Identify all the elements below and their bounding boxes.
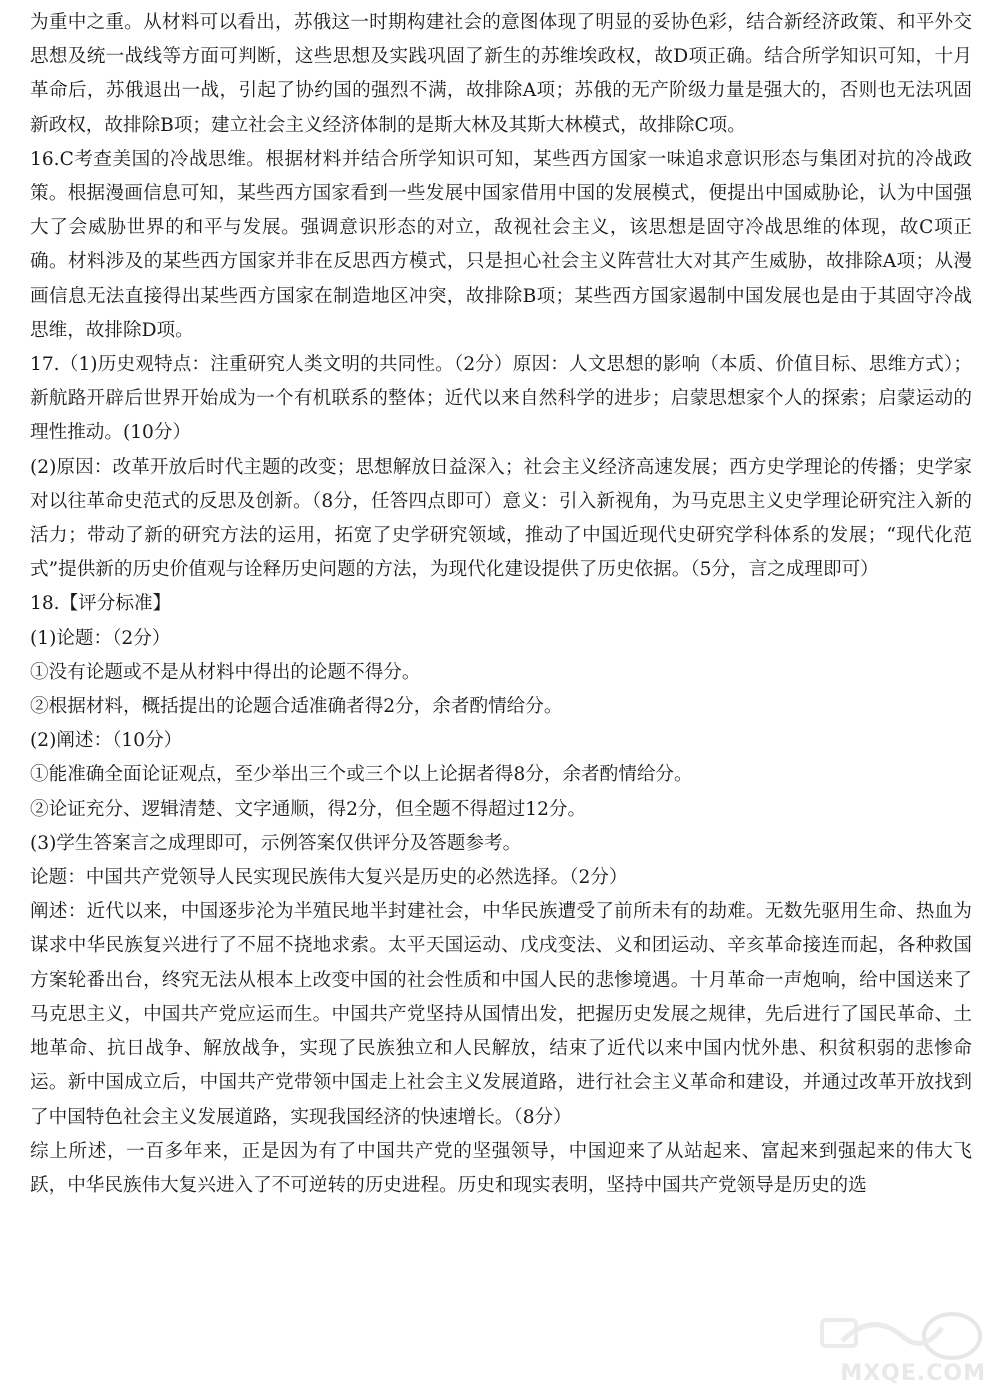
thesis-line: 论题：中国共产党领导人民实现民族伟大复兴是历史的必然选择。（2分） xyxy=(30,867,628,889)
paragraph-18-heading: 18.【评分标准】 xyxy=(30,593,172,615)
paragraph-18-2-b: ②论证充分、逻辑清楚、文字通顺，得2分，但全题不得超过12分。 xyxy=(30,798,587,820)
paragraph-17-2: (2)原因：改革开放后时代主题的改变；思想解放日益深入；社会主义经济高速发展；西方史学理论的传播；史学家对以往革命史范式的反思及创新。（8分，任答四点即可）意义：引入新视角，为马克思主义史学理论研究注入新的活力；带动了新的研究方法的运用，拓宽了史学研究领域，推动了中国近现代史研究学科体系的发展；“现代化范式”提供新的历史价值观与诠释历史问题的方法，为现代化建设提供了历史依据。（5分，言之成理即可） xyxy=(30,456,972,581)
paragraph-16: 16.C考查美国的冷战思维。根据材料并结合所学知识可知，某些西方国家一味追求意识形态与集团对抗的冷战政策。根据漫画信息可知，某些西方国家看到一些发展中国家借用中国的发展模式，便提出中国威胁论，认为中国强大了会威胁世界的和平与发展。强调意识形态的对立，敌视社会主义，该思想是固守冷战思维的体现，故C项正确。材料涉及的某些西方国家并非在反思西方模式，只是担心社会主义阵营壮大对其产生威胁，故排除A项；从漫画信息无法直接得出某些西方国家在制造地区冲突，故排除B项；某些西方国家遏制中国发展也是由于其固守冷战思维，故排除D项。 xyxy=(30,148,972,341)
paragraph-18-1-b: ②根据材料，概括提出的论题合适准确者得2分，余者酌情给分。 xyxy=(30,696,563,718)
paragraph-17-1: 17.（1)历史观特点：注重研究人类文明的共同性。（2分）原因：人文思想的影响（本质、价值目标、思维方式）；新航路开辟后世界开始成为一个有机联系的整体；近代以来自然科学的进步；启蒙思想家个人的探索；启蒙运动的理性推动。(10分） xyxy=(30,354,972,444)
elaboration-paragraph: 阐述：近代以来，中国逐步沦为半殖民地半封建社会，中华民族遭受了前所未有的劫难。无数先驱用生命、热血为谋求中华民族复兴进行了不屈不挠地求索。太平天国运动、戊戌变法、义和团运动、辛亥革命接连而起，各种救国方案轮番出台，终究无法从根本上改变中国的社会性质和中国人民的悲惨境遇。十月革命一声炮响，给中国送来了马克思主义，中国共产党应运而生。中国共产党坚持从国情出发，把握历史发展之规律，先后进行了国民革命、土地革命、抗日战争、解放战争，实现了民族独立和人民解放，结束了近代以来中国内忧外患、积贫积弱的悲惨命运。新中国成立后，中国共产党带领中国走上社会主义发展道路，进行社会主义革命和建设，并通过改革开放找到了中国特色社会主义发展道路，实现我国经济的快速增长。（8分） xyxy=(30,901,972,1128)
paragraph-18-3: (3)学生答案言之成理即可，示例答案仅供评分及答题参考。 xyxy=(30,832,522,854)
paragraph-18-1-a: ①没有论题或不是从材料中得出的论题不得分。 xyxy=(30,661,421,683)
paragraph-18-1-title: (1)论题：（2分） xyxy=(30,627,171,649)
paragraph-18-2-a: ①能准确全面论证观点，至少举出三个或三个以上论据者得8分，余者酌情给分。 xyxy=(30,764,693,786)
paragraph-15-continuation: 为重中之重。从材料可以看出，苏俄这一时期构建社会的意图体现了明显的妥协色彩，结合新经济政策、和平外交思想及统一战线等方面可判断，这些思想及实践巩固了新生的苏维埃政权，故D项正确。结合所学知识可知，十月革命后，苏俄退出一战，引起了协约国的强烈不满，故排除A项；苏俄的无产阶级力量是强大的，否则也无法巩固新政权，故排除B项；建立社会主义经济体制的是斯大林及其斯大林模式，故排除C项。 xyxy=(30,12,972,136)
conclusion-paragraph: 综上所述，一百多年来，正是因为有了中国共产党的坚强领导，中国迎来了从站起来、富起来到强起来的伟大飞跃，中华民族伟大复兴进入了不可逆转的历史进程。历史和现实表明，坚持中国共产党领导是历史的选 xyxy=(30,1140,972,1196)
watermark-text: MXQE.COM xyxy=(840,1361,986,1386)
paragraph-18-2-title: (2)阐述：（10分） xyxy=(30,730,183,752)
